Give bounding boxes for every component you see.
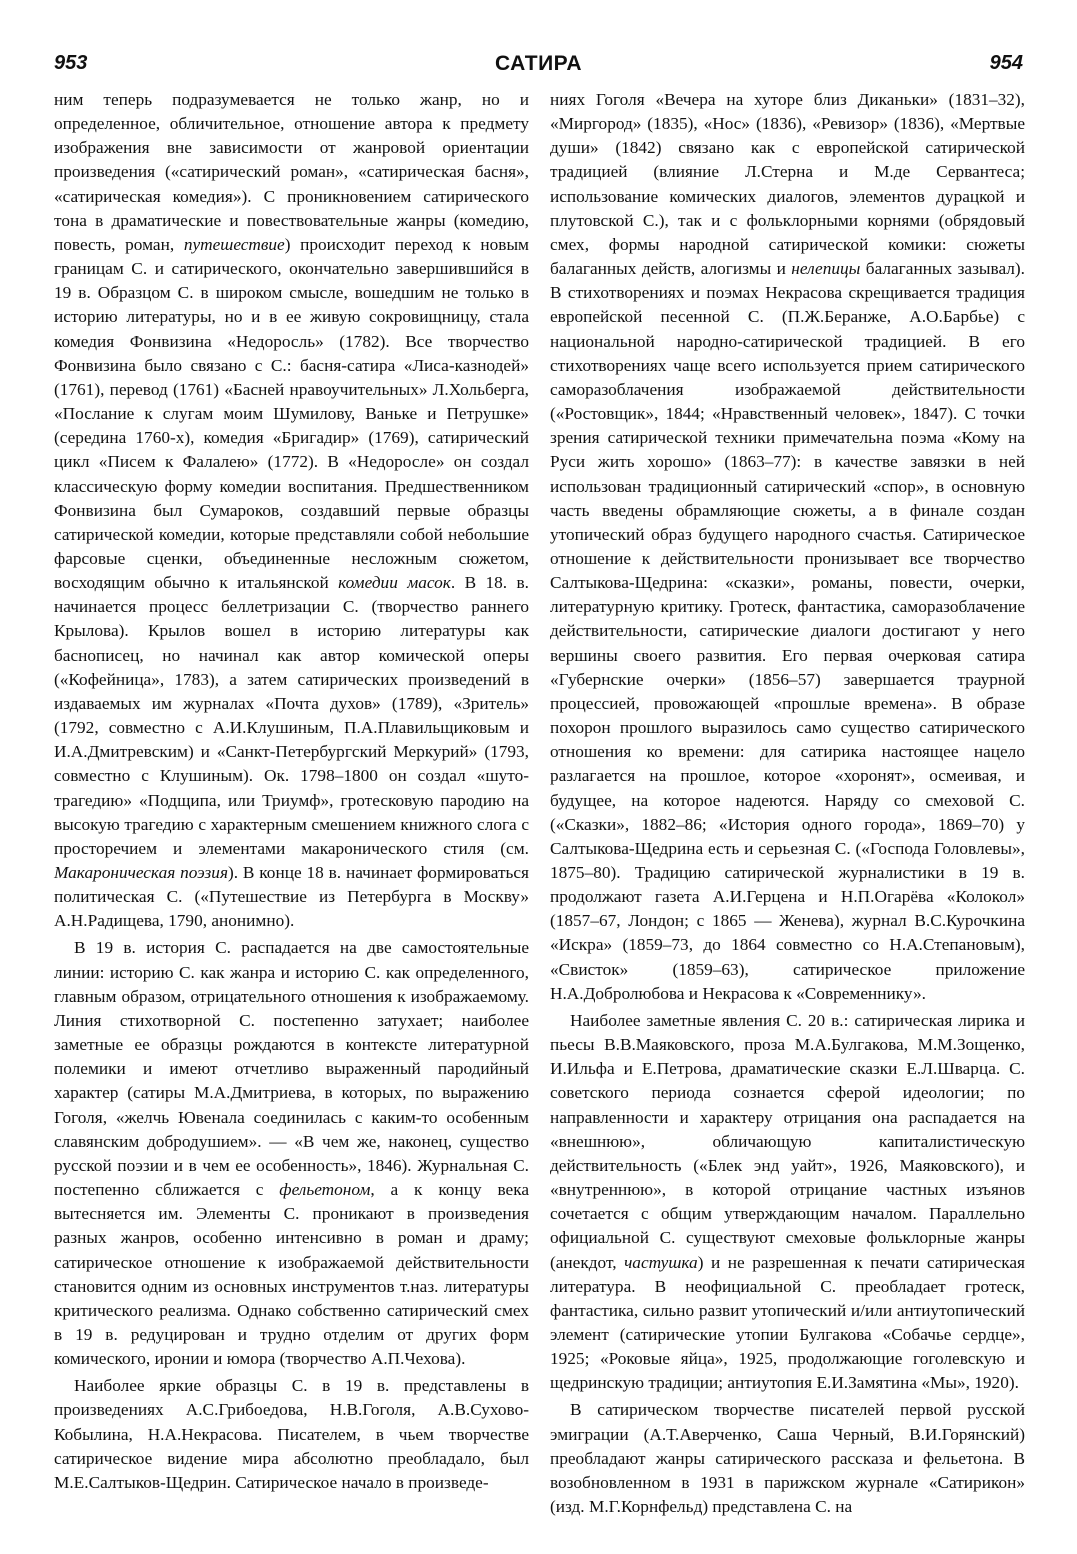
paragraph: Наиболее яркие образцы С. в 19 в. представлены в произведениях А.С.Грибоедова, Н.В.Гоголя, А.В.Сухово-Кобылина, Н.А.Некрасова. Писателем, в чьем творчестве сатирическое видение мира абсолютно преобладало, был М.Е.Салтыков-Щедрин. Сатирическое начало в произведе- — [54, 1376, 529, 1492]
running-title: САТИРА — [494, 52, 582, 75]
left-column — [54, 88, 529, 1495]
paragraph: ним теперь подразумевается не только жанр, но и определенное, обличительное, отношение автора к предмету изображения вне зависимости от жанровой ориентации произведения («сатирический роман», «сатирическая басня», «сатирическая комедия»). С проникновением сатирического тона в драматические и повествовательные жанры (комедию, повесть, роман, путешествие) происходит переход к новым границам С. и сатирического, окончательно завершившийся в 19 в. Образцом С. в широком смысле, вошедшим не только в историю литературы, но и в ее живую сокровищницу, стала комедия Фонвизина «Недоросль» (1782). Все творчество Фонвизина было связано с С.: басня-сатира «Лиса-казнодей» (1761), перевод (1761) «Басней нравоучительных» Л.Хольберга, «Послание к слугам моим Шумилову, Ваньке и Петрушке» (середина 1760-х), комедия «Бригадир» (1769), сатирический цикл «Писем к Фалалею» (1772). В «Недоросле» он создал классическую форму комедии воспитания. Предшественником Фонвизина был Сумароков, создавший первые образцы сатирической комедии, которые представляли собой небольшие фарсовые сценки, объединенные несложным сюжетом, восходящим обычно к итальянской комедии масок. В 18. в. начинается процесс беллетризации С. (творчество раннего Крылова). Крылов вошел в историю литературы как баснописец, но начинал как автор комической оперы («Кофейница», 1783), а затем сатирических произведений в издаваемых им журналах «Почта духов» (1789), «Зритель» (1792, совместно с А.И.Клушиным, П.А.Плавильщиковым и И.А.Дмитревским) и «Санкт-Петербургский Меркурий» (1793, совместно с Клушиным). Ок. 1798–1800 он создал «шуто-трагедию» «Подщипа, или Триумф», гротесковую пародию на высокую трагедию с характерным смешением книжного слога с просторечием и элементами макаронического стиля (см. Макароническая поэзия). В конце 18 в. начинает формироваться политическая С. («Путешествие из Петербурга в Москву» А.Н.Радищева, 1790, анонимно). — [54, 90, 529, 931]
paragraph: Наиболее заметные явления С. 20 в.: сатирическая лирика и пьесы В.В.Маяковского, проза М.А.Булгакова, М.М.Зощенко, И.Ильфа и Е.Петрова, драматические сказки Е.Л.Шварца. С. советского периода сознается сферой идеологии; по направленности и характеру отрицания она распадается на «внешнюю», обличающую капиталистическую действительность («Блек энд уайт», 1926, Маяковского), и «внутреннюю», в которой отрицание частных изъянов сочетается с общим утверждающим началом. Параллельно официальной С. существуют смеховые фольклорные жанры (анекдот, частушка) и не разрешенная к печати сатирическая литература. В неофициальной С. преобладает гротеск, фантастика, сильно развит утопический и/или антиутопический элемент (сатирические утопии Булгакова «Собачье сердце», 1925; «Роковые яйца», 1925, продолжающие гоголевскую и щедринскую традиции; антиутопия Е.И.Замятина «Мы», 1920). — [550, 1010, 1025, 1393]
page-number-left: 953 — [54, 52, 88, 74]
paragraph: ниях Гоголя «Вечера на хуторе близ Диканьки» (1831–32), «Миргород» (1835), «Нос» (1836), «Ревизор» (1836), «Мертвые души» (1842) связано как с европейской сатирической традицией (влияние Л.Стерна и М.де Сервантеса; использование комических диалогов, элементов дурацкой и плутовской С.), так и с фольклорными корнями (обрядовый смех, формы народной сатирической комики: сюжеты балаганных действ, алогизмы и нелепицы балаганных зазывал). В стихотворениях и поэмах Некрасова скрещивается традиция европейской песенной С. (П.Ж.Беранже, А.О.Барбье) с национальной народно-сатирической традицией. В его стихотворениях чаще всего используется прием сатирического саморазоблачения изображаемой действительности («Ростовщик», 1844; «Нравственный человек», 1847). С точки зрения сатирической техники примечательна поэма «Кому на Руси жить хорошо» (1863–77): в качестве завязки в ней использован традиционный сатирический «спор», в основную часть введены обрамляющие сюжеты, а в финале создан утопический образ будущего народного счастья. Сатирическое отношение к действительности пронизывает все творчество Салтыкова-Щедрина: «сказки», романы, повести, очерки, литературную критику. Гротеск, фантастика, саморазоблачение действительности, сатирические диалоги достигают у него вершины своего развития. Его первая очерковая сатира «Губернские очерки» (1856–57) завершается траурной процессией, провожающей «прошлые времена». В образе похорон прошлого выразилось само существо сатирического отношения ко времени: для сатирика настоящее нацело разлагается на прошлое, которое «хоронят», осмеивая, и будущее, на которое надеются. Наряду со смеховой С. («Сказки», 1882–86; «История одного города», 1869–70) у Салтыкова-Щедрина есть и серьезная С. («Господа Головлевы», 1875–80). Традицию сатирической журналистики в 19 в. продолжают газета А.И.Герцена и Н.П.Огарёва «Колокол» (1857–67, Лондон; с 1865 — Женева), журнал В.С.Курочкина «Искра» (1859–73, до 1864 совместно со Н.А.Степановым), «Свисток» (1859–63), сатирическое приложение Н.А.Добролюбова и Некрасова к «Современнику». — [550, 90, 1025, 1003]
page-header — [54, 52, 1023, 82]
right-column — [550, 88, 1025, 1519]
page-number-right: 954 — [989, 52, 1023, 74]
paragraph: В сатирическом творчестве писателей первой русской эмиграции (А.Т.Аверченко, Саша Черный, В.И.Горянский) преобладают жанры сатирического рассказа и фельетона. В возобновленном в 1931 в парижском журнале «Сатирикон» (изд. М.Г.Корнфельд) представлена С. на — [550, 1400, 1025, 1517]
paragraph: В 19 в. история С. распадается на две самостоятельные линии: историю С. как жанра и историю С. как определенного, главным образом, отрицательного отношения к изображаемому. Линия стихотворной С. постепенно затухает; наиболее заметные ее образцы рождаются в контексте литературной полемики и имеют отчетливо выраженный пародийный характер (сатиры М.А.Дмитриева, в которых, по выражению Гоголя, «желчь Ювенала соединилась с каким-то особенным славянским добродушием». — «В чем же, наконец, существо русской поэзии и в чем ее особенность», 1846). Журнальная С. постепенно сближается с фельетоном, а к концу века вытесняется им. Элементы С. проникают в произведения разных жанров, особенно интенсивно в роман и драму; сатирическое отношение к изображаемой действительности становится одним из основных инструментов т.наз. литературы критического реализма. Однако собственно сатирический смех в 19 в. редуцирован и трудно отделим от других форм комического, иронии и юмора (творчество А.П.Чехова). — [54, 938, 529, 1369]
